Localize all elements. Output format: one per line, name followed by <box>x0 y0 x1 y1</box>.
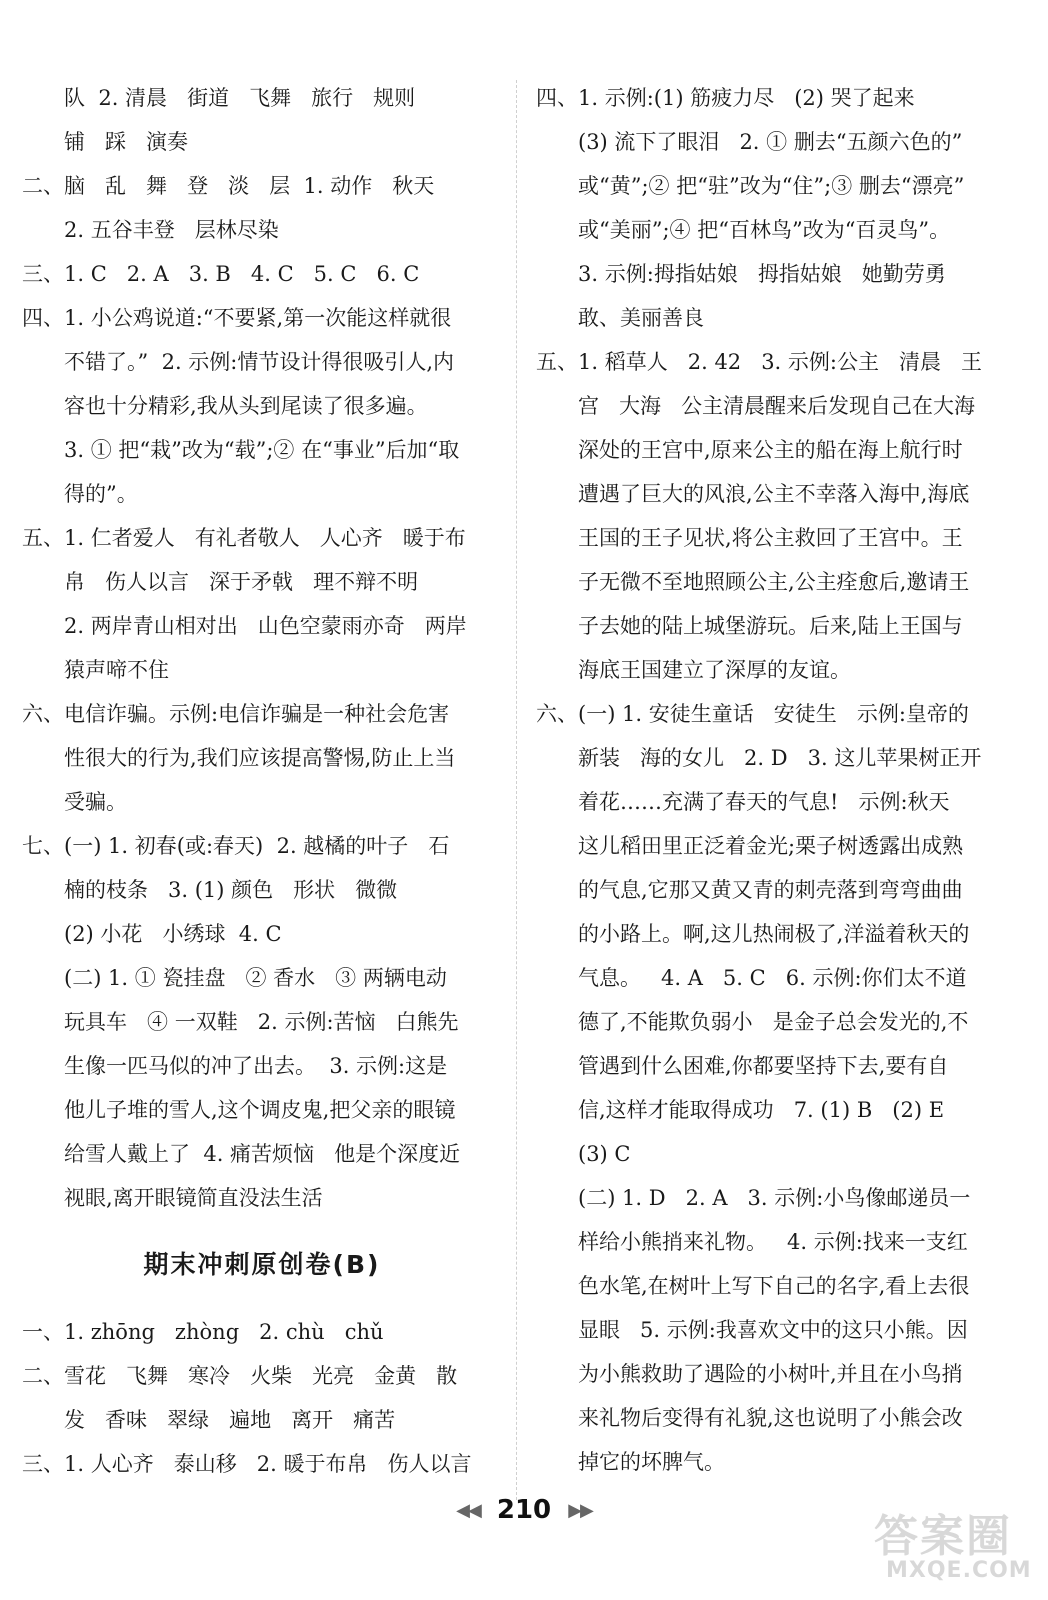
answer-line: 容也十分精彩,我从头到尾读了很多遍。 <box>64 394 428 418</box>
answer-line: 王国的王子见状,将公主救回了王宫中。王 <box>578 526 963 550</box>
answer-line: 给雪人戴上了 4. 痛苦烦恼 他是个深度近 <box>64 1142 461 1166</box>
answer-line: (二) 1. ① 瓷挂盘 ② 香水 ③ 两辆电动 <box>64 966 447 990</box>
answer-line: 三、1. 人心齐 泰山移 2. 暖于布帛 伤人以言 <box>22 1452 472 1476</box>
left-answer-lines-after <box>22 1310 502 1486</box>
answer-line: 铺 踩 演奏 <box>64 130 189 154</box>
watermark-title: 答案圈 <box>874 1511 1012 1562</box>
answer-line: 二、脑 乱 舞 登 淡 层 1. 动作 秋天 <box>22 174 435 198</box>
answer-line: 3. 示例:拇指姑娘 拇指姑娘 她勤劳勇 <box>578 262 946 286</box>
answer-line: 这儿稻田里正泛着金光;栗子树透露出成熟 <box>578 834 964 858</box>
answer-line: 掉它的坏脾气。 <box>578 1450 725 1474</box>
answer-line: 生像一匹马似的冲了出去。 3. 示例:这是 <box>64 1054 448 1078</box>
answer-line: 子无微不至地照顾公主,公主痊愈后,邀请王 <box>578 570 970 594</box>
answer-line: 玩具车 ④ 一双鞋 2. 示例:苦恼 白熊先 <box>64 1010 459 1034</box>
answer-line: (3) 流下了眼泪 2. ① 删去“五颜六色的” <box>578 130 963 154</box>
answer-line: 六、电信诈骗。示例:电信诈骗是一种社会危害 <box>22 702 450 726</box>
answer-line: 队 2. 清晨 街道 飞舞 旅行 规则 <box>64 86 416 110</box>
answer-line: 或“黄”;② 把“驻”改为“住”;③ 删去“漂亮” <box>578 174 965 198</box>
answer-line: 深处的王宫中,原来公主的船在海上航行时 <box>578 438 963 462</box>
answer-line: 气息。 4. A 5. C 6. 示例:你们太不道 <box>578 966 967 990</box>
answer-line: 3. ① 把“栽”改为“载”;② 在“事业”后加“取 <box>64 438 460 462</box>
answer-line: 或“美丽”;④ 把“百林鸟”改为“百灵鸟”。 <box>578 218 951 242</box>
answer-line: 2. 两岸青山相对出 山色空蒙雨亦奇 两岸 <box>64 614 467 638</box>
answer-line: (2) 小花 小绣球 4. C <box>64 922 282 946</box>
answer-line: 信,这样才能取得成功 7. (1) B (2) E <box>578 1098 945 1122</box>
answer-line: 为小熊救助了遇险的小树叶,并且在小鸟捎 <box>578 1362 963 1386</box>
watermark-url: MXQE.COM <box>886 1558 1032 1583</box>
answer-line: 新装 海的女儿 2. D 3. 这儿苹果树正开 <box>578 746 982 770</box>
answer-line: 一、1. zhōng zhòng 2. chù chǔ <box>22 1320 384 1344</box>
right-answer-lines <box>536 76 1014 1484</box>
answer-line: 三、1. C 2. A 3. B 4. C 5. C 6. C <box>22 262 420 286</box>
answer-line: 着花……充满了春天的气息! 示例:秋天 <box>578 790 950 814</box>
watermark-logo <box>864 1500 1034 1590</box>
answer-line: 的小路上。啊,这儿热闹极了,洋溢着秋天的 <box>578 922 970 946</box>
answer-line: 六、(一) 1. 安徒生童话 安徒生 示例:皇帝的 <box>536 702 969 726</box>
answer-line: 七、(一) 1. 初春(或:春天) 2. 越橘的叶子 石 <box>22 834 450 858</box>
answer-line: 猿声啼不住 <box>64 658 169 682</box>
answer-line: 的气息,它那又黄又青的刺壳落到弯弯曲曲 <box>578 878 963 902</box>
answer-line: 2. 五谷丰登 层林尽染 <box>64 218 279 242</box>
column-divider <box>516 80 517 1500</box>
answer-line: 受骗。 <box>64 790 127 814</box>
answer-line: 显眼 5. 示例:我喜欢文中的这只小熊。因 <box>578 1318 968 1342</box>
answer-line: 色水笔,在树叶上写下自己的名字,看上去很 <box>578 1274 970 1298</box>
answer-line: 性很大的行为,我们应该提高警惕,防止上当 <box>64 746 456 770</box>
left-answer-lines <box>22 76 502 1220</box>
answer-line: 视眼,离开眼镜简直没法生活 <box>64 1186 323 1210</box>
answer-line: 楠的枝条 3. (1) 颜色 形状 微微 <box>64 878 398 902</box>
answer-line: (二) 1. D 2. A 3. 示例:小鸟像邮递员一 <box>578 1186 971 1210</box>
answer-line: 得的”。 <box>64 482 138 506</box>
answer-line: 样给小熊捎来礼物。 4. 示例:找来一支红 <box>578 1230 968 1254</box>
next-arrows-icon[interactable]: ▶▶ <box>568 1500 592 1521</box>
answer-line: 宫 大海 公主清晨醒来后发现自己在大海 <box>578 394 976 418</box>
answer-line: 帛 伤人以言 深于矛戟 理不辩不明 <box>64 570 419 594</box>
section-title: 期末冲刺原创卷(B) <box>143 1250 381 1279</box>
page-number: 210 <box>496 1495 552 1525</box>
answer-line: 二、雪花 飞舞 寒冷 火柴 光亮 金黄 散 <box>22 1364 458 1388</box>
answer-line: 海底王国建立了深厚的友谊。 <box>578 658 851 682</box>
answer-line: 来礼物后变得有礼貌,这也说明了小熊会改 <box>578 1406 963 1430</box>
answer-line: 五、1. 仁者爱人 有礼者敬人 人心齐 暖于布 <box>22 526 466 550</box>
answer-line: 五、1. 稻草人 2. 42 3. 示例:公主 清晨 王 <box>536 350 983 374</box>
left-column <box>22 76 502 1486</box>
prev-arrows-icon[interactable]: ◀◀ <box>456 1500 480 1521</box>
answer-line: 遭遇了巨大的风浪,公主不幸落入海中,海底 <box>578 482 970 506</box>
answer-line: 敢、美丽善良 <box>578 306 704 330</box>
answer-line: (3) C <box>578 1142 631 1166</box>
answer-line: 发 香味 翠绿 遍地 离开 痛苦 <box>64 1408 396 1432</box>
answer-line: 四、1. 小公鸡说道:“不要紧,第一次能这样就很 <box>22 306 452 330</box>
answer-line: 不错了。” 2. 示例:情节设计得很吸引人,内 <box>64 350 455 374</box>
answer-line: 德了,不能欺负弱小 是金子总会发光的,不 <box>578 1010 969 1034</box>
answer-line: 他儿子堆的雪人,这个调皮鬼,把父亲的眼镜 <box>64 1098 456 1122</box>
right-column <box>536 76 1014 1484</box>
answer-line: 管遇到什么困难,你都要坚持下去,要有自 <box>578 1054 949 1078</box>
answer-line: 子去她的陆上城堡游玩。后来,陆上王国与 <box>578 614 963 638</box>
answer-line: 四、1. 示例:(1) 筋疲力尽 (2) 哭了起来 <box>536 86 915 110</box>
